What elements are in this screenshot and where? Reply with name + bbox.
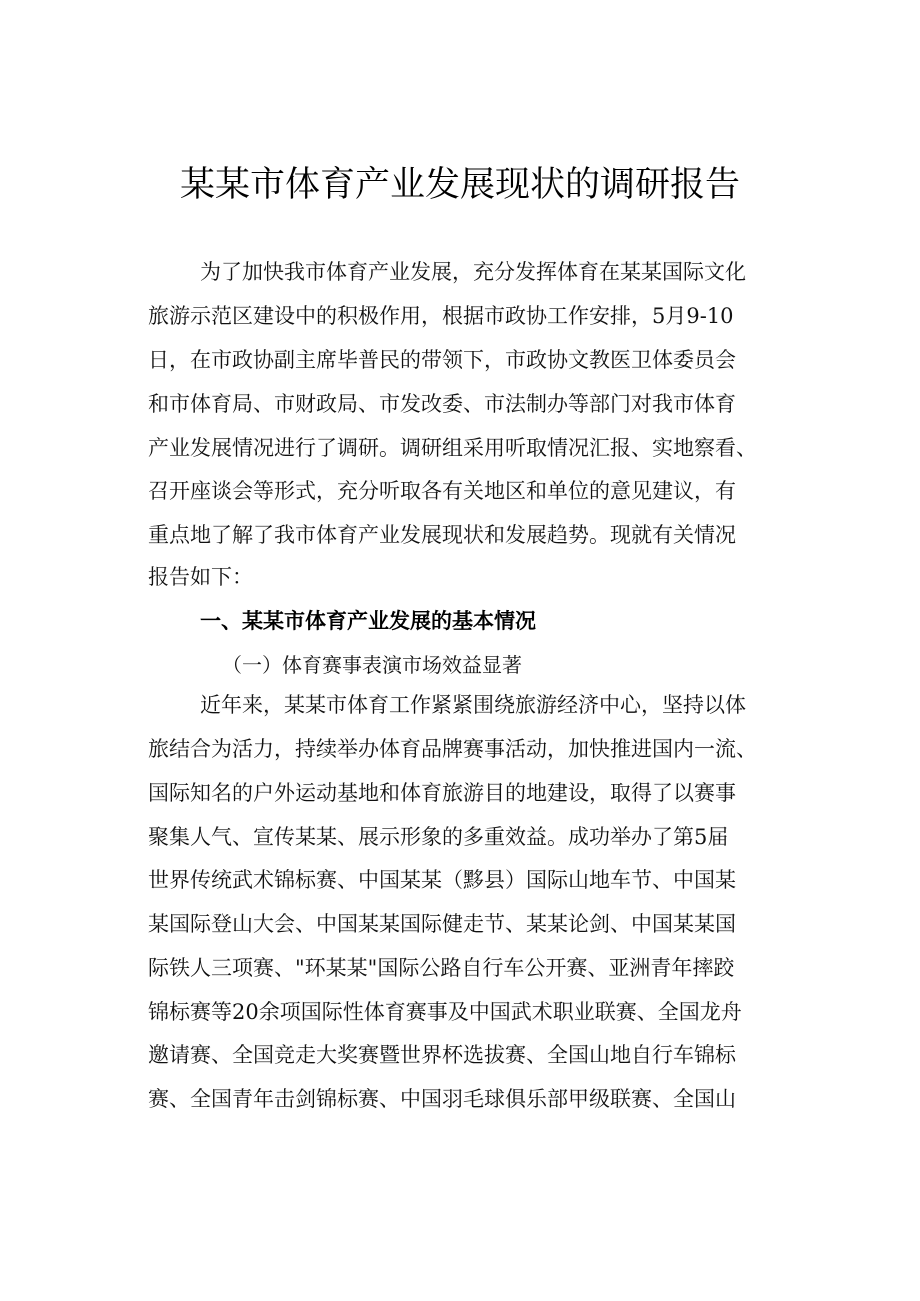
intro-line: 召开座谈会等形式，充分听取各有关地区和单位的意见建议，有 <box>148 479 736 503</box>
intro-line: 为了加快我市体育产业发展，充分发挥体育在某某国际文化 <box>200 260 746 284</box>
body-line: 世界传统武术锦标赛、中国某某（黟县）国际山地车节、中国某 <box>148 868 736 892</box>
body-line: 某国际登山大会、中国某某国际健走节、某某论剑、中国某某国 <box>148 912 736 936</box>
section-heading: 一、某某市体育产业发展的基本情况 <box>200 609 536 633</box>
body-line: 赛、全国青年击剑锦标赛、中国羽毛球俱乐部甲级联赛、全国山 <box>148 1087 736 1111</box>
intro-line: 和市体育局、市财政局、市发改委、市法制办等部门对我市体育 <box>148 392 736 416</box>
intro-line: 报告如下： <box>148 565 253 589</box>
body-line: 锦标赛等20余项国际性体育赛事及中国武术职业联赛、全国龙舟 <box>148 1000 742 1024</box>
document-title: 某某市体育产业发展现状的调研报告 <box>179 165 740 205</box>
intro-line: 产业发展情况进行了调研。调研组采用听取情况汇报、实地察看、 <box>148 436 757 460</box>
intro-line: 旅游示范区建设中的积极作用，根据市政协工作安排，5月9-10 <box>148 304 734 328</box>
intro-line: 日，在市政协副主席毕普民的带领下，市政协文教医卫体委员会 <box>148 348 736 372</box>
body-line: 近年来，某某市体育工作紧紧围绕旅游经济中心，坚持以体 <box>200 693 746 717</box>
intro-line: 重点地了解了我市体育产业发展现状和发展趋势。现就有关情况 <box>148 523 736 547</box>
body-line: 旅结合为活力，持续举办体育品牌赛事活动，加快推进国内一流、 <box>148 737 757 761</box>
body-line: 邀请赛、全国竞走大奖赛暨世界杯选拔赛、全国山地自行车锦标 <box>148 1043 736 1067</box>
body-line: 际铁人三项赛、"环某某"国际公路自行车公开赛、亚洲青年摔跤 <box>148 956 735 980</box>
subsection-heading: （一）体育赛事表演市场效益显著 <box>222 653 522 677</box>
body-line: 国际知名的户外运动基地和体育旅游目的地建设，取得了以赛事 <box>148 781 736 805</box>
body-line: 聚集人气、宣传某某、展示形象的多重效益。成功举办了第5届 <box>148 825 729 849</box>
